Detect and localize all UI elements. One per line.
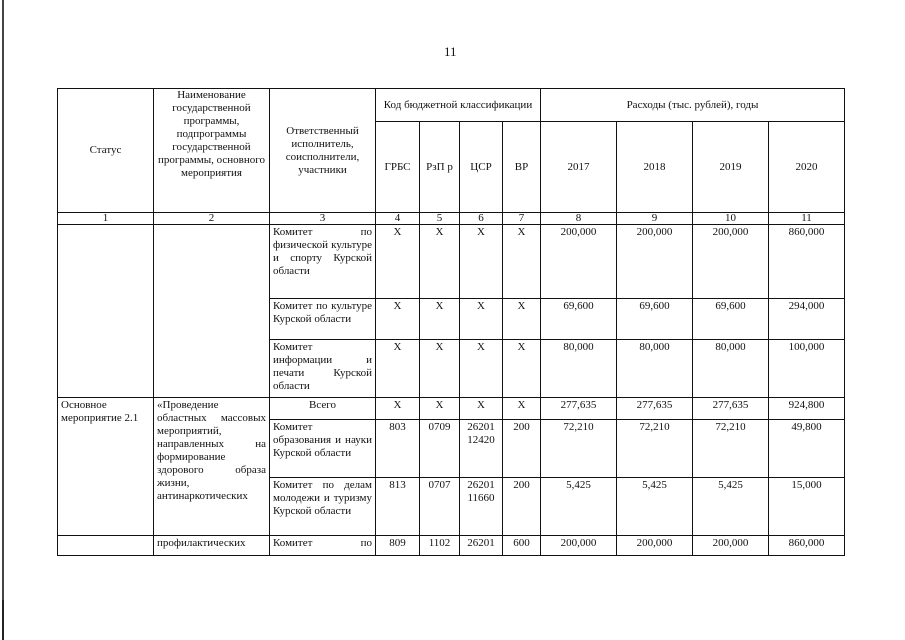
header-year-2020: 2020 — [769, 122, 845, 213]
grbs-cell: X — [376, 225, 420, 299]
value-2018: 72,210 — [617, 420, 693, 478]
scan-edge-line — [2, 0, 4, 640]
scan-edge-mark — [2, 600, 4, 640]
csr-cell: X — [460, 398, 503, 420]
header-budget-code: Код бюджетной классификации — [376, 89, 541, 122]
vr-cell: 200 — [503, 478, 541, 536]
value-2020: 100,000 — [769, 340, 845, 398]
header-name: Наименование государственной программы, подпрограммы государственной программы, основного мероприятия — [154, 89, 270, 213]
value-2018: 80,000 — [617, 340, 693, 398]
value-2017: 69,600 — [541, 299, 617, 340]
vr-cell: X — [503, 225, 541, 299]
vr-cell: 200 — [503, 420, 541, 478]
header-csr: ЦСР — [460, 122, 503, 213]
value-2020: 294,000 — [769, 299, 845, 340]
executor-cell: Комитет по физической культуре и спорту Курской области — [270, 225, 376, 299]
grbs-cell: X — [376, 398, 420, 420]
rzpr-cell: X — [420, 398, 460, 420]
value-2018: 200,000 — [617, 225, 693, 299]
index-cell: 9 — [617, 213, 693, 225]
value-2019: 5,425 — [693, 478, 769, 536]
csr-cell: X — [460, 299, 503, 340]
header-vr: ВР — [503, 122, 541, 213]
vr-cell: X — [503, 340, 541, 398]
value-2019: 80,000 — [693, 340, 769, 398]
index-cell: 1 — [58, 213, 154, 225]
value-2019: 69,600 — [693, 299, 769, 340]
value-2020: 924,800 — [769, 398, 845, 420]
event-name: «Проведение областных массовых мероприятий, направленных на формирование здорового образа жизни, антинаркотических — [154, 398, 270, 536]
index-cell: 4 — [376, 213, 420, 225]
csr-cell: 26201 — [460, 536, 503, 556]
header-grbs: ГРБС — [376, 122, 420, 213]
executor-cell: Комитет образования и науки Курской области — [270, 420, 376, 478]
rzpr-cell: X — [420, 340, 460, 398]
table-row — [58, 225, 845, 299]
value-2017: 5,425 — [541, 478, 617, 536]
value-2020: 860,000 — [769, 225, 845, 299]
executor-cell: Комитет по культуре Курской области — [270, 299, 376, 340]
value-2017: 200,000 — [541, 536, 617, 556]
table-row — [58, 536, 845, 556]
value-2017: 72,210 — [541, 420, 617, 478]
value-2019: 200,000 — [693, 225, 769, 299]
value-2019: 72,210 — [693, 420, 769, 478]
rzpr-cell: X — [420, 225, 460, 299]
header-responsible: Ответственный исполнитель, соисполнители, участники — [270, 89, 376, 213]
rzpr-cell: 0707 — [420, 478, 460, 536]
header-status: Статус — [58, 89, 154, 213]
executor-cell: Комитет информации и печати Курской области — [270, 340, 376, 398]
vr-cell: X — [503, 398, 541, 420]
rzpr-cell: 0709 — [420, 420, 460, 478]
column-index-row — [58, 213, 845, 225]
value-2017: 80,000 — [541, 340, 617, 398]
vr-cell: 600 — [503, 536, 541, 556]
status-cell-empty — [58, 225, 154, 398]
index-cell: 2 — [154, 213, 270, 225]
value-2020: 860,000 — [769, 536, 845, 556]
index-cell: 7 — [503, 213, 541, 225]
value-2017: 277,635 — [541, 398, 617, 420]
header-expenses: Расходы (тыс. рублей), годы — [541, 89, 845, 122]
executor-cell-total: Всего — [270, 398, 376, 420]
index-cell: 8 — [541, 213, 617, 225]
csr-cell: X — [460, 340, 503, 398]
grbs-cell: X — [376, 340, 420, 398]
csr-cell: 26201 11660 — [460, 478, 503, 536]
executor-cell: Комитет по — [270, 536, 376, 556]
grbs-cell: 813 — [376, 478, 420, 536]
rzpr-cell: X — [420, 299, 460, 340]
value-2017: 200,000 — [541, 225, 617, 299]
table-row — [58, 398, 845, 420]
header-rzpr: РзП р — [420, 122, 460, 213]
value-2019: 277,635 — [693, 398, 769, 420]
index-cell: 10 — [693, 213, 769, 225]
header-row-1 — [58, 89, 845, 122]
value-2018: 277,635 — [617, 398, 693, 420]
grbs-cell: X — [376, 299, 420, 340]
grbs-cell: 809 — [376, 536, 420, 556]
budget-table — [57, 88, 845, 556]
grbs-cell: 803 — [376, 420, 420, 478]
csr-cell: 26201 12420 — [460, 420, 503, 478]
value-2020: 15,000 — [769, 478, 845, 536]
event-status: Основное мероприятие 2.1 — [58, 398, 154, 536]
index-cell: 11 — [769, 213, 845, 225]
value-2018: 5,425 — [617, 478, 693, 536]
index-cell: 6 — [460, 213, 503, 225]
header-year-2017: 2017 — [541, 122, 617, 213]
name-cell-empty — [154, 225, 270, 398]
header-year-2019: 2019 — [693, 122, 769, 213]
value-2018: 200,000 — [617, 536, 693, 556]
value-2020: 49,800 — [769, 420, 845, 478]
executor-cell: Комитет по делам молодежи и туризму Курской области — [270, 478, 376, 536]
index-cell: 5 — [420, 213, 460, 225]
csr-cell: X — [460, 225, 503, 299]
page-number: 11 — [444, 44, 457, 59]
vr-cell: X — [503, 299, 541, 340]
rzpr-cell: 1102 — [420, 536, 460, 556]
value-2019: 200,000 — [693, 536, 769, 556]
index-cell: 3 — [270, 213, 376, 225]
value-2018: 69,600 — [617, 299, 693, 340]
status-cell-empty — [58, 536, 154, 556]
header-year-2018: 2018 — [617, 122, 693, 213]
event-name-continued: профилактических — [154, 536, 270, 556]
